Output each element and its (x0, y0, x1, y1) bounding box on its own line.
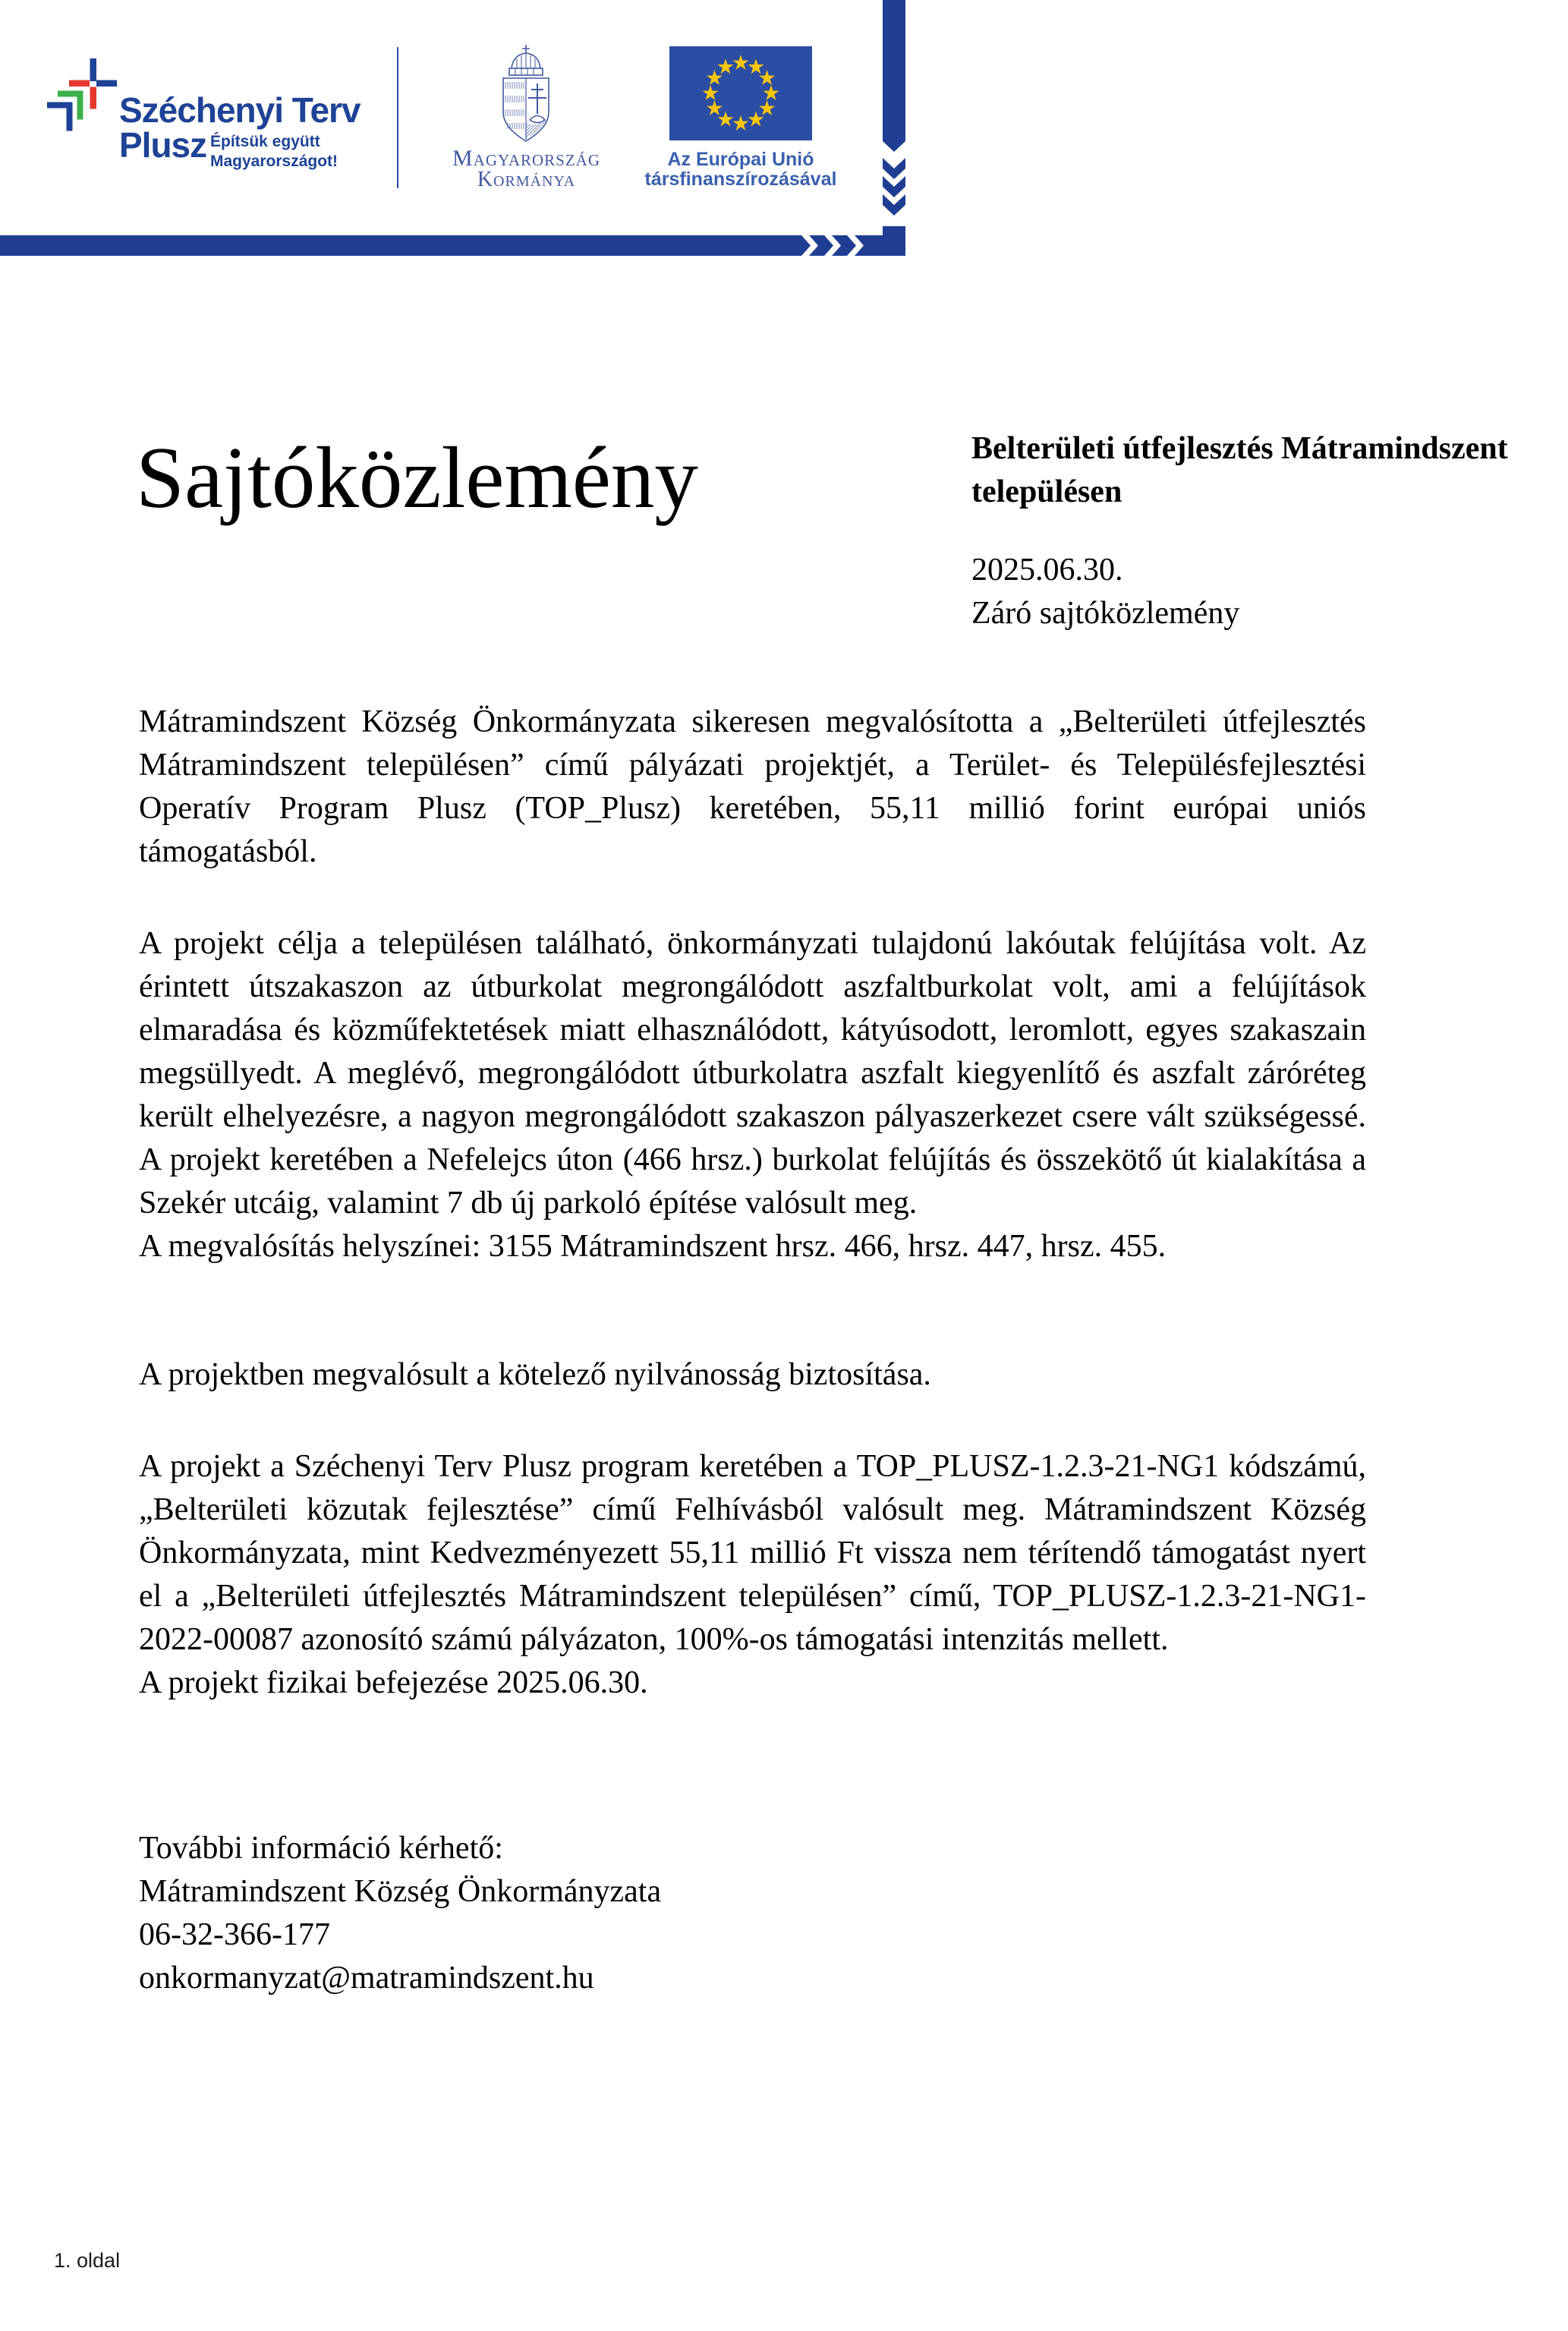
release-heading: Belterületi útfejlesztés Mátramindszent településen (971, 431, 1508, 509)
down-chevrons-icon (883, 158, 905, 216)
government-label-line2: Kormánya (477, 168, 576, 191)
paragraph-locations: A megvalósítás helyszínei: 3155 Mátramindszent hrsz. 466, hrsz. 447, hrsz. 455. (139, 1229, 1167, 1264)
szechenyi-logo-name-line1: Széchenyi Terv (119, 90, 361, 130)
eu-caption-line2: társfinanszírozásával (644, 169, 837, 190)
contact-block (139, 1827, 1366, 2000)
contact-intro: További információ kérhető: (139, 1831, 503, 1866)
eu-caption-line1: Az Európai Unió (667, 149, 814, 170)
paragraph-publicity: A projektben megvalósult a kötelező nyilvánosság biztosítása. (139, 1357, 931, 1392)
paragraph-project-details-text: A projekt célja a településen található, önkormányzati tulajdonú lakóutak felújítása volt. Az érintett útszakaszon az útburkolat megrongálódott aszfaltburkolat volt, ami a felújítások elmaradása és közműfektetések miatt elhasználódott, kátyúsodott, leromlott, egyes szakaszain megsüllyedt. A meglévő, megrongálódott útburkolatra aszfalt kiegyenlítő és aszfalt záróréteg került elhelyezésre, a nagyon megrongálódott szakaszon pályaszerkezet csere vált szükségessé. A projekt keretében a Nefelejcs úton (466 hrsz.) burkolat felújítás és összekötő út kialakítása a Szekér utcáig, valamint 7 db új parkoló építése valósult meg. (139, 926, 1366, 1221)
contact-email: onkormanyzat@matramindszent.hu (139, 1961, 594, 1996)
paragraph-funding-text: A projekt a Széchenyi Terv Plusz program keretében a TOP_PLUSZ-1.2.3-21-NG1 kódszámú, „Belterületi közutak fejlesztése” című Felhívásból valósult meg. Mátramindszent Község Önkormányzata, mint Kedvezményezett 55,11 millió Ft vissza nem térítendő támogatást nyert el a „Belterületi útfejlesztés Mátramindszent településen” című, TOP_PLUSZ-1.2.3-21-NG1-2022-00087 azonosító számú pályázaton, 100%-os támogatási intenzitás mellett. (139, 1449, 1366, 1657)
paragraph-summary: Mátramindszent Község Önkormányzata sikeresen megvalósította a „Belterületi útfejlesztés Mátramindszent településen” című pályázati projektjét, a Terület- és Településfejlesztési Operatív Program Plusz (TOP_Plusz) keretében, 55,11 millió forint európai uniós támogatásból. (139, 704, 1366, 869)
hungary-coat-of-arms-icon (484, 43, 568, 146)
page-title: Sajtóközlemény (136, 430, 698, 526)
right-chevrons-icon (801, 235, 864, 256)
eu-flag-icon (669, 46, 812, 140)
szechenyi-logo-tagline-line1: Építsük együtt (210, 133, 320, 150)
paragraph-project-details (139, 922, 1366, 1268)
szechenyi-logo-name-line2: Plusz (119, 125, 207, 165)
contact-organization: Mátramindszent Község Önkormányzata (139, 1874, 662, 1909)
szechenyi-logo-tagline-line2: Magyarországot! (210, 153, 338, 170)
release-type: Záró sajtóközlemény (971, 596, 1240, 631)
paragraph-funding (139, 1445, 1366, 1705)
contact-phone: 06-32-366-177 (139, 1917, 330, 1952)
page-number: 1. oldal (54, 2249, 121, 2272)
release-date: 2025.06.30. (971, 553, 1123, 587)
government-label-line1: Magyarország (452, 146, 601, 171)
header-divider-line (397, 47, 398, 188)
paragraph-completion-date: A projekt fizikai befejezése 2025.06.30. (139, 1665, 648, 1700)
